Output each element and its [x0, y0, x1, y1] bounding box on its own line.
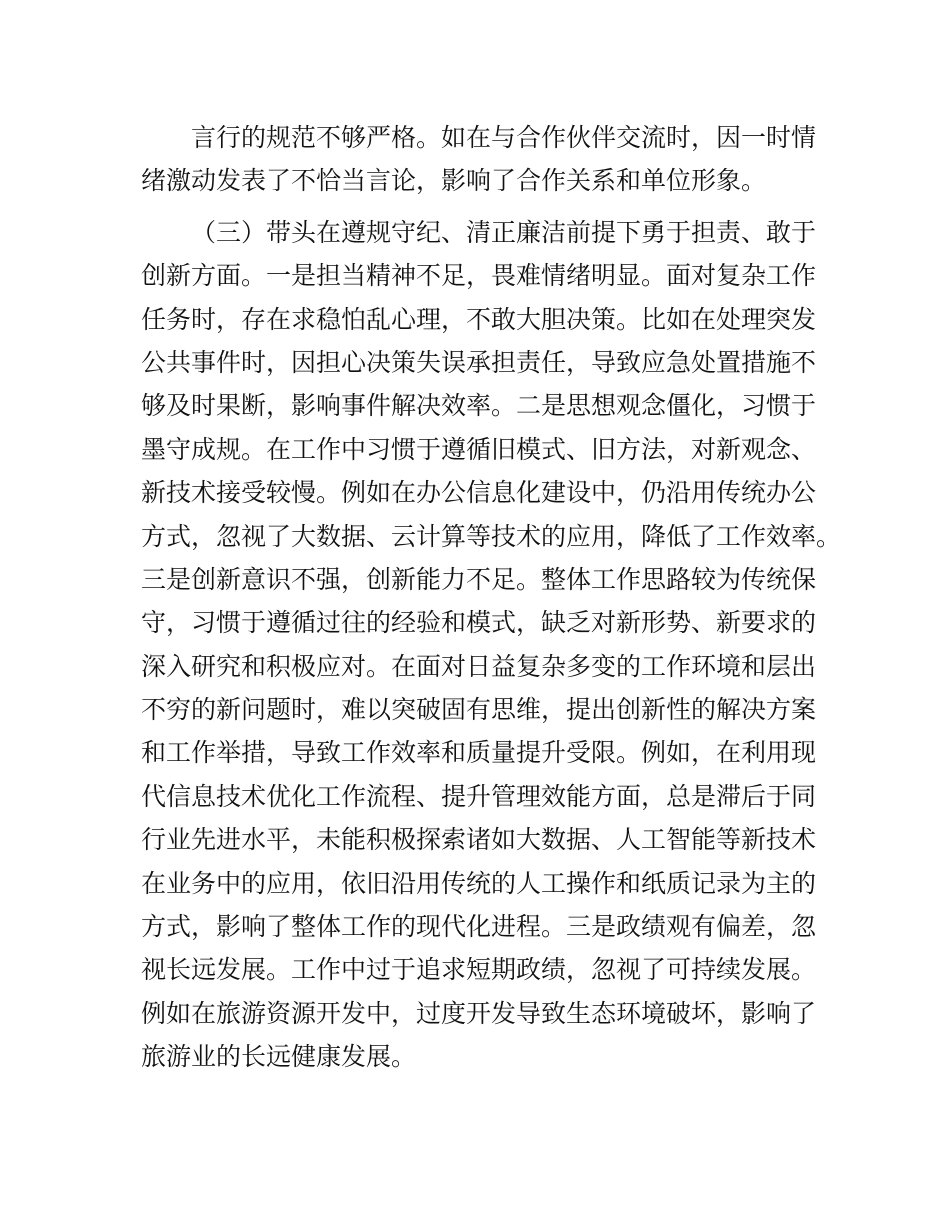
- text-line: 方式，忽视了大数据、云计算等技术的应用，降低了工作效率。: [141, 521, 842, 551]
- text-line: 新技术接受较慢。例如在办公信息化建设中，仍沿用传统办公: [141, 478, 817, 508]
- text-line: 不穷的新问题时，难以突破固有思维，提出创新性的解决方案: [141, 695, 817, 725]
- text-line: 任务时，存在求稳怕乱心理，不敢大胆决策。比如在处理突发: [141, 304, 817, 334]
- text-line: 公共事件时，因担心决策失误承担责任，导致应急处置措施不: [141, 347, 817, 377]
- text-line: 墨守成规。在工作中习惯于遵循旧模式、旧方法，对新观念、: [141, 434, 817, 464]
- text-line: 代信息技术优化工作流程、提升管理效能方面，总是滞后于同: [141, 781, 817, 811]
- text-line: 旅游业的长远健康发展。: [141, 1042, 417, 1072]
- text-line: 绪激动发表了不恰当言论，影响了合作关系和单位形象。: [141, 166, 767, 196]
- text-line: （三）带头在遵规守纪、清正廉洁前提下勇于担责、敢于: [191, 217, 817, 247]
- text-line: 深入研究和积极应对。在面对日益复杂多变的工作环境和层出: [141, 651, 817, 681]
- text-line: 三是创新意识不强，创新能力不足。整体工作思路较为传统保: [141, 564, 817, 594]
- text-line: 行业先进水平，未能积极探索诸如大数据、人工智能等新技术: [141, 825, 817, 855]
- text-line: 守，习惯于遵循过往的经验和模式，缺乏对新形势、新要求的: [141, 608, 817, 638]
- text-line: 够及时果断，影响事件解决效率。二是思想观念僵化，习惯于: [141, 391, 817, 421]
- text-line: 和工作举措，导致工作效率和质量提升受限。例如，在利用现: [141, 738, 817, 768]
- text-line: 例如在旅游资源开发中，过度开发导致生态环境破坏，影响了: [141, 998, 817, 1028]
- text-line: 在业务中的应用，依旧沿用传统的人工操作和纸质记录为主的: [141, 868, 817, 898]
- text-line: 创新方面。一是担当精神不足，畏难情绪明显。面对复杂工作: [141, 261, 817, 291]
- text-line: 视长远发展。工作中过于追求短期政绩，忽视了可持续发展。: [141, 955, 817, 985]
- text-line: 方式，影响了整体工作的现代化进程。三是政绩观有偏差，忽: [141, 912, 817, 942]
- text-line: 言行的规范不够严格。如在与合作伙伴交流时，因一时情: [191, 123, 817, 152]
- body-text: [141, 116, 842, 1079]
